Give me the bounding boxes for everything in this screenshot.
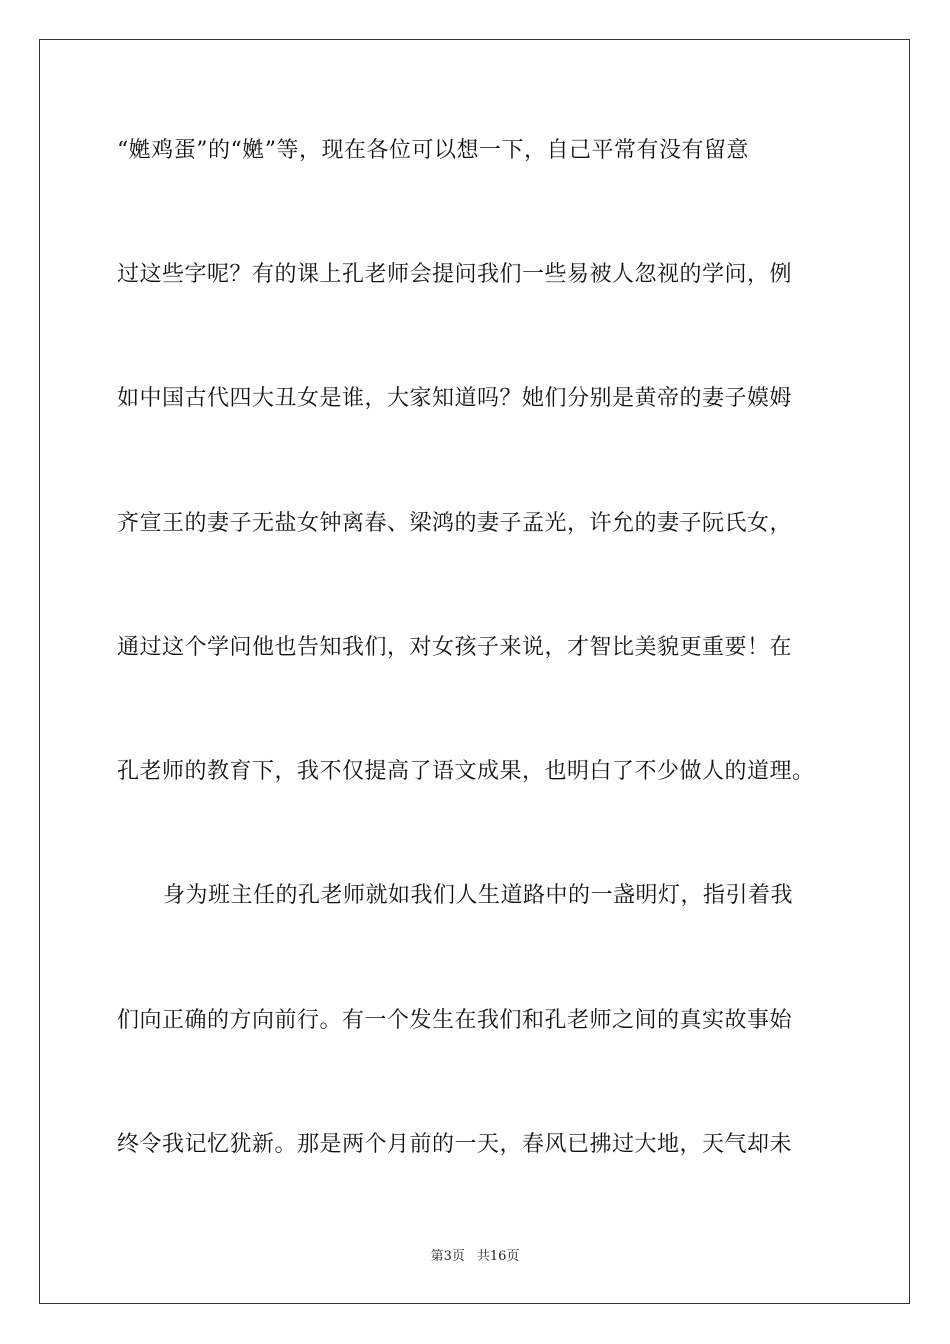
body-text-line: 过这些字呢？有的课上孔老师会提问我们一些易被人忽视的学问，例 [117, 262, 793, 287]
body-text-line: 如中国古代四大丑女是谁，大家知道吗？她们分别是黄帝的妻子嫫姆 [117, 386, 793, 411]
page-number: 第3页 [430, 1249, 465, 1264]
body-text-line: 通过这个学问他也告知我们，对女孩子来说，才智比美貌更重要！在 [117, 635, 793, 660]
page-footer [0, 1248, 950, 1266]
body-text-line: “嬎鸡蛋”的“嬎”等，现在各位可以想一下，自己平常有没有留意 [117, 138, 749, 163]
body-text-line: 身为班主任的孔老师就如我们人生道路中的一盏明灯，指引着我 [163, 883, 794, 908]
body-text-line: 孔老师的教育下，我不仅提高了语文成果，也明白了不少做人的道理。 [117, 759, 815, 784]
page-frame [39, 39, 910, 1304]
page-total: 共16页 [476, 1249, 520, 1264]
body-text-line: 们向正确的方向前行。有一个发生在我们和孔老师之间的真实故事始 [117, 1008, 793, 1033]
body-text-line: 终令我记忆犹新。那是两个月前的一天，春风已拂过大地，天气却未 [117, 1132, 793, 1157]
body-text-line: 齐宣王的妻子无盐女钟离春、梁鸿的妻子孟光，许允的妻子阮氏女， [117, 511, 793, 536]
